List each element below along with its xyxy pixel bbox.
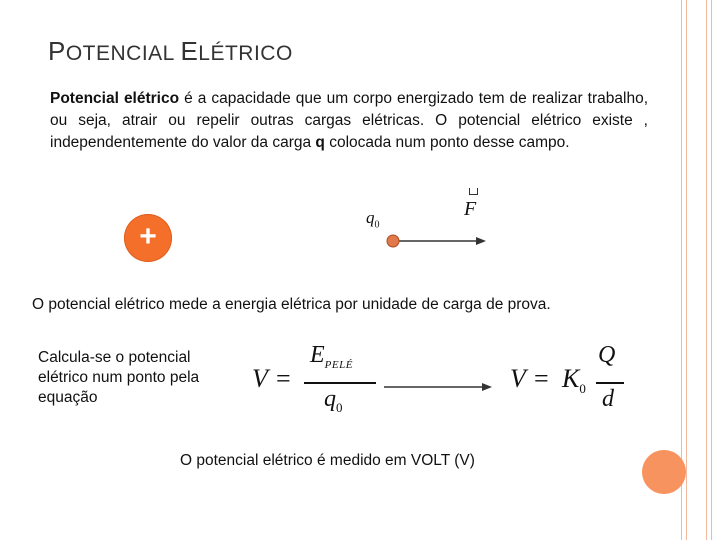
force-vector-diagram: [380, 228, 490, 254]
measure-statement: O potencial elétrico mede a energia elétrica por unidade de carga de prova.: [32, 296, 551, 313]
title-initial: E: [180, 36, 199, 66]
force-arrowhead: [476, 237, 486, 245]
eq1-num-sub: PELÉ: [324, 358, 353, 371]
positive-charge-icon: [124, 214, 172, 262]
slide-title: [48, 36, 293, 67]
eq2-denominator: d: [602, 386, 614, 412]
eq1-lhs: V: [252, 364, 268, 393]
charge-subscript: 0: [374, 219, 380, 231]
force-symbol: F: [464, 198, 477, 220]
eq1-den-sub: 0: [336, 399, 343, 415]
eq-arrow-head: [482, 383, 492, 391]
decorative-line: [711, 0, 712, 540]
eq2-equals: =: [534, 364, 549, 393]
eq1-denominator: [324, 386, 343, 416]
equation-arrow: [384, 380, 494, 394]
title-initial: P: [48, 36, 66, 66]
title-word: OTENCIAL: [65, 42, 175, 65]
unit-statement: O potencial elétrico é medido em VOLT (V): [180, 452, 475, 469]
charge-symbol: q: [366, 208, 375, 227]
plus-sign: +: [139, 220, 157, 253]
eq2-constant: [562, 364, 586, 397]
eq2-const-sub: 0: [579, 381, 586, 397]
eq1-den-main: q: [324, 386, 336, 412]
test-charge-label: [366, 208, 380, 230]
definition-charge-symbol: q: [315, 134, 325, 151]
decorative-line: [706, 0, 707, 540]
definition-term: Potencial elétrico: [50, 90, 180, 107]
calc-statement: Calcula-se o potencial elétrico num ponto pela equação: [38, 349, 200, 406]
eq1-equals: =: [276, 364, 291, 393]
title-word: LÉTRICO: [198, 42, 293, 65]
definition-end: colocada num ponto desse campo.: [324, 134, 570, 151]
eq1-numerator: [310, 342, 353, 371]
decorative-line: [686, 0, 687, 540]
eq1-num-main: E: [310, 342, 325, 368]
eq2-const-main: K: [562, 364, 580, 393]
decorative-circle: [642, 450, 686, 494]
definition-body: é a capacidade que um corpo energizado tem de realizar trabalho, ou seja, atrair ou repelir outras cargas elétricas. O potencial elétrico existe , independentemente do valor da carga: [50, 90, 648, 151]
definition-paragraph: [50, 88, 648, 154]
eq1-fraction-bar: [304, 382, 376, 384]
eq2-fraction-bar: [596, 382, 624, 384]
test-charge-dot: [387, 235, 399, 247]
eq2-numerator: Q: [598, 342, 616, 368]
eq2-lhs: V: [510, 364, 526, 393]
vector-arrow-icon: [469, 188, 478, 195]
